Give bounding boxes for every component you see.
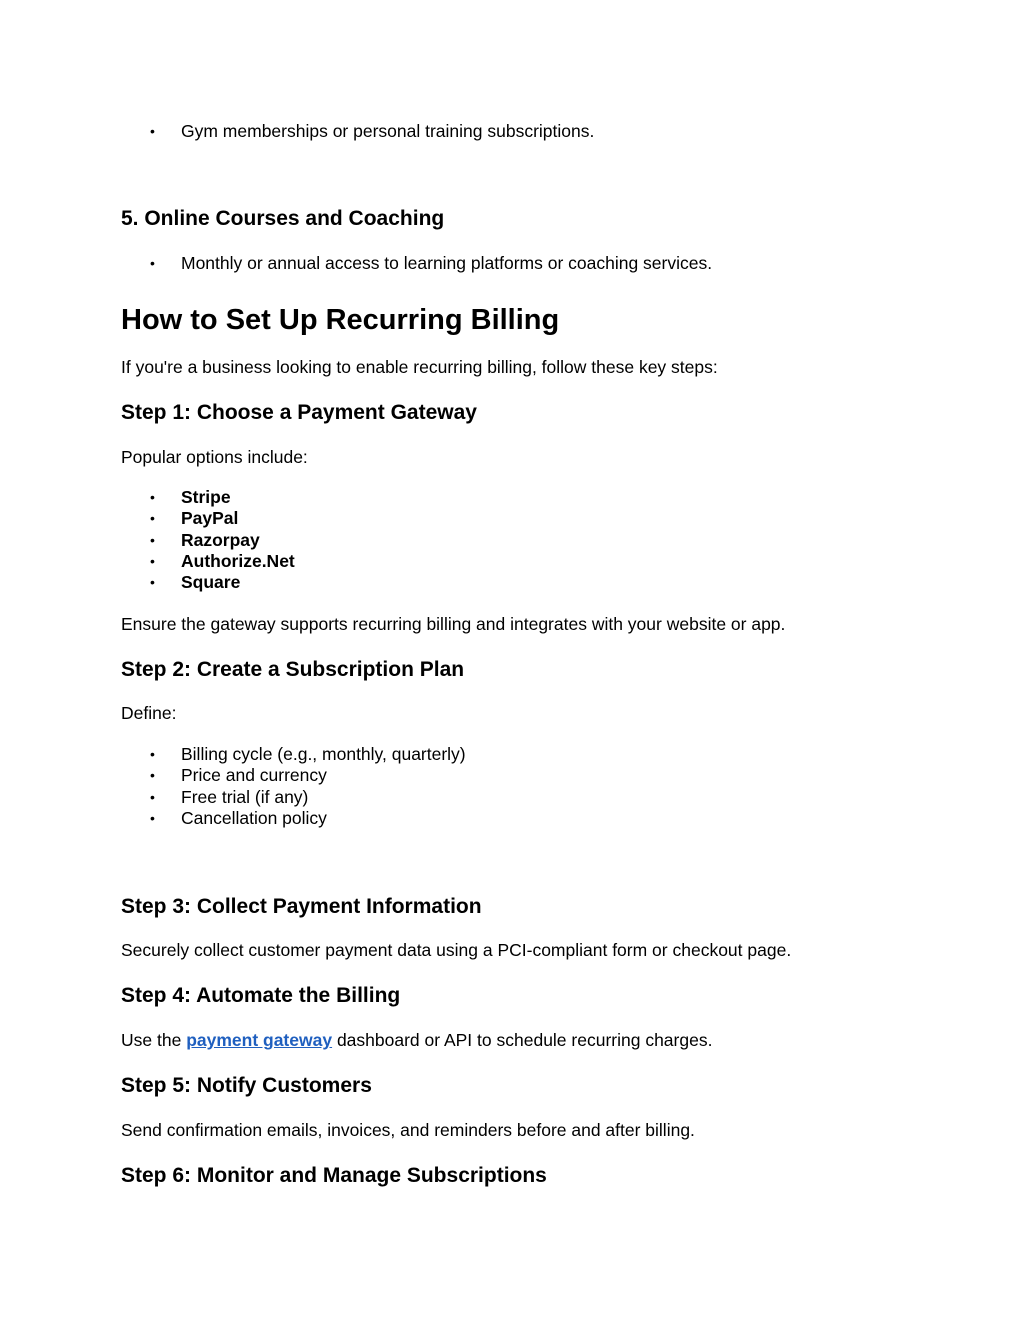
list-item (0, 808, 1024, 829)
step5-text: Send confirmation emails, invoices, and reminders before and after billing. (121, 1120, 695, 1140)
bullet-icon: • (150, 123, 155, 139)
step4-heading: Step 4: Automate the Billing (121, 984, 401, 1007)
list-item (0, 765, 1024, 786)
bullet-icon: • (150, 255, 155, 271)
gateway-option-square: Square (181, 572, 241, 593)
bullet-icon: • (150, 531, 155, 548)
step5-heading: Step 5: Notify Customers (121, 1074, 372, 1097)
step4-text-after: dashboard or API to schedule recurring charges. (332, 1030, 713, 1050)
subscription-plan-list (0, 744, 1024, 829)
list-item (0, 744, 1024, 765)
online-courses-bullet-list (0, 253, 1024, 274)
step2-heading: Step 2: Create a Subscription Plan (121, 658, 465, 681)
gateway-option-razorpay: Razorpay (181, 529, 260, 550)
gateway-options-list (0, 487, 1024, 593)
list-item-text: Free trial (if any) (181, 786, 309, 807)
payment-gateway-link[interactable]: payment gateway (186, 1030, 333, 1050)
list-item-text: Billing cycle (e.g., monthly, quarterly) (181, 744, 466, 764)
step2-lead-text: Define: (121, 703, 177, 723)
step1-heading: Step 1: Choose a Payment Gateway (121, 401, 477, 424)
section-heading-online-courses: 5. Online Courses and Coaching (121, 207, 445, 230)
list-item (0, 572, 1024, 593)
intro-bullet-list (0, 121, 1024, 142)
list-item-text: Gym memberships or personal training subscriptions. (181, 121, 595, 141)
bullet-icon: • (150, 788, 155, 805)
list-item (0, 508, 1024, 529)
bullet-icon: • (150, 489, 155, 505)
setup-intro-text: If you're a business looking to enable recurring billing, follow these key steps: (121, 357, 718, 377)
list-item (0, 121, 1024, 142)
step3-text: Securely collect customer payment data using a PCI-compliant form or checkout page. (121, 940, 792, 960)
step4-text (121, 1030, 712, 1051)
bullet-icon: • (150, 746, 155, 762)
list-item (0, 253, 1024, 274)
section-heading-setup: How to Set Up Recurring Billing (121, 304, 560, 336)
step3-heading: Step 3: Collect Payment Information (121, 895, 482, 918)
gateway-option-stripe: Stripe (181, 487, 231, 507)
bullet-icon: • (150, 809, 155, 826)
bullet-icon: • (150, 574, 155, 591)
bullet-icon: • (150, 552, 155, 569)
step4-text-before: Use the (121, 1030, 187, 1050)
list-item-text: Cancellation policy (181, 807, 327, 828)
list-item (0, 551, 1024, 572)
step1-lead-text: Popular options include: (121, 447, 308, 467)
list-item-text: Monthly or annual access to learning platforms or coaching services. (181, 253, 713, 273)
bullet-icon: • (150, 767, 155, 784)
list-item (0, 487, 1024, 508)
gateway-option-authorize-net: Authorize.Net (181, 550, 295, 571)
list-item (0, 787, 1024, 808)
list-item-text: Price and currency (181, 765, 327, 786)
step6-heading: Step 6: Monitor and Manage Subscriptions (121, 1164, 547, 1187)
list-item (0, 530, 1024, 551)
bullet-icon: • (150, 510, 155, 527)
gateway-option-paypal: PayPal (181, 508, 239, 529)
step1-note-text: Ensure the gateway supports recurring billing and integrates with your website or app. (121, 614, 786, 634)
